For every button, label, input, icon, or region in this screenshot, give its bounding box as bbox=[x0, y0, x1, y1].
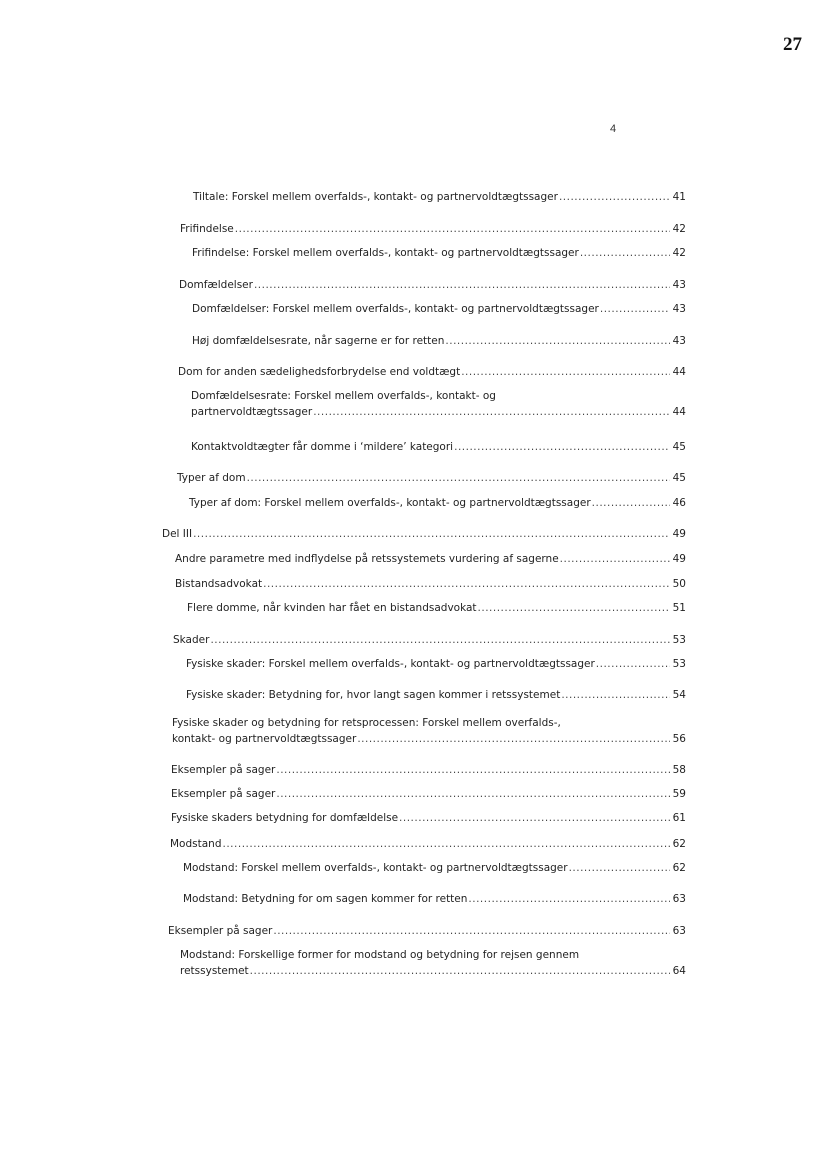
toc-entry-page: 49 bbox=[672, 553, 686, 565]
toc-entry-title-line1: Domfældelsesrate: Forskel mellem overfalds-, kontakt- og bbox=[191, 390, 496, 402]
toc-entry-page: 44 bbox=[672, 366, 686, 378]
toc-entry-title: Del III bbox=[162, 528, 193, 540]
toc-entry[interactable] bbox=[187, 601, 686, 615]
toc-entry[interactable] bbox=[171, 811, 686, 825]
toc-entry[interactable] bbox=[171, 763, 686, 777]
toc-entry-title: partnervoldtægtssager bbox=[191, 406, 313, 418]
toc-entry-title: Fysiske skader: Forskel mellem overfalds-, kontakt- og partnervoldtægtssager bbox=[186, 658, 595, 670]
toc-entry-title: kontakt- og partnervoldtægtssager bbox=[172, 733, 357, 745]
toc-entry[interactable] bbox=[193, 190, 686, 204]
toc-entry-title: Domfældelser bbox=[179, 279, 253, 291]
toc-entry[interactable] bbox=[175, 552, 686, 566]
toc-entry[interactable] bbox=[175, 577, 686, 591]
toc-entry-title: Skader bbox=[173, 634, 210, 646]
toc-entry-title-line1: Fysiske skader og betydning for retsprocessen: Forskel mellem overfalds-, bbox=[172, 717, 561, 729]
toc-entry[interactable] bbox=[192, 246, 686, 260]
toc-entry[interactable] bbox=[171, 787, 686, 801]
toc-entry-page: 53 bbox=[672, 634, 686, 646]
toc-entry-page: 63 bbox=[672, 893, 686, 905]
toc-entry-title: Flere domme, når kvinden har fået en bistandsadvokat bbox=[187, 602, 477, 614]
toc-entry[interactable] bbox=[178, 365, 686, 379]
toc-entry[interactable] bbox=[180, 948, 686, 978]
toc-entry[interactable] bbox=[191, 440, 686, 454]
toc-entry-page: 42 bbox=[672, 223, 686, 235]
toc-entry-title: retssystemet bbox=[180, 965, 249, 977]
toc-entry-page: 41 bbox=[672, 191, 686, 203]
toc-entry-title: Typer af dom bbox=[177, 472, 246, 484]
toc-entry-title: Dom for anden sædelighedsforbrydelse end voldtægt bbox=[178, 366, 461, 378]
toc-entry-page: 53 bbox=[672, 658, 686, 670]
toc-entry-title-line1: Modstand: Forskellige former for modstand og betydning for rejsen gennem bbox=[180, 949, 580, 961]
toc-entry-page: 49 bbox=[672, 528, 686, 540]
toc-entry-page: 61 bbox=[672, 812, 686, 824]
toc-entry-page: 62 bbox=[672, 862, 686, 874]
toc-entry-title: Typer af dom: Forskel mellem overfalds-, kontakt- og partnervoldtægtssager bbox=[189, 497, 591, 509]
toc-entry-page: 45 bbox=[672, 472, 686, 484]
toc-entry-title: Tiltale: Forskel mellem overfalds-, kontakt- og partnervoldtægtssager bbox=[193, 191, 558, 203]
toc-entry-title: Bistandsadvokat bbox=[175, 578, 263, 590]
toc-entry-title: Andre parametre med indflydelse på retssystemets vurdering af sagerne bbox=[175, 553, 559, 565]
toc-entry-page: 43 bbox=[672, 335, 686, 347]
toc-entry-title: Frifindelse: Forskel mellem overfalds-, kontakt- og partnervoldtægtssager bbox=[192, 247, 579, 259]
toc-entry[interactable] bbox=[183, 861, 686, 875]
toc-entry[interactable] bbox=[183, 892, 686, 906]
toc-entry-page: 62 bbox=[672, 838, 686, 850]
toc-entry-page: 58 bbox=[672, 764, 686, 776]
toc-entry-title: Eksempler på sager bbox=[171, 788, 276, 800]
toc-entry[interactable] bbox=[192, 302, 686, 316]
toc-entry-page: 63 bbox=[672, 925, 686, 937]
toc-entry[interactable] bbox=[162, 527, 686, 541]
toc-entry[interactable] bbox=[168, 924, 686, 938]
toc-entry-page: 42 bbox=[672, 247, 686, 259]
toc-entry-title: Høj domfældelsesrate, når sagerne er for retten bbox=[192, 335, 445, 347]
toc-entry-title: Modstand: Forskel mellem overfalds-, kontakt- og partnervoldtægtssager bbox=[183, 862, 568, 874]
toc-entry-page: 43 bbox=[672, 303, 686, 315]
toc-entry[interactable] bbox=[186, 657, 686, 671]
toc-entry-title: Fysiske skaders betydning for domfældelse bbox=[171, 812, 399, 824]
toc-entry[interactable] bbox=[189, 496, 686, 510]
toc-entry-title: Frifindelse bbox=[180, 223, 234, 235]
toc-entry-title: Modstand bbox=[170, 838, 222, 850]
toc-entry-page: 44 bbox=[672, 406, 686, 418]
toc-entry[interactable] bbox=[192, 334, 686, 348]
toc-entry-page: 54 bbox=[672, 689, 686, 701]
toc-entry-title: Eksempler på sager bbox=[171, 764, 276, 776]
toc-entry-page: 59 bbox=[672, 788, 686, 800]
toc-entry-page: 64 bbox=[672, 965, 686, 977]
toc-entry[interactable] bbox=[186, 688, 686, 702]
toc-entry-title: Domfældelser: Forskel mellem overfalds-, kontakt- og partnervoldtægtssager bbox=[192, 303, 599, 315]
toc-entry-page: 51 bbox=[672, 602, 686, 614]
toc-entry-page: 43 bbox=[672, 279, 686, 291]
toc-entry[interactable] bbox=[172, 716, 686, 746]
toc-entry[interactable] bbox=[177, 471, 686, 485]
page-number: 27 bbox=[783, 34, 802, 55]
toc-entry-page: 46 bbox=[672, 497, 686, 509]
toc-entry[interactable] bbox=[173, 633, 686, 647]
toc-entry-title: Fysiske skader: Betydning for, hvor langt sagen kommer i retssystemet bbox=[186, 689, 561, 701]
toc-entry[interactable] bbox=[179, 278, 686, 292]
toc-entry-page: 45 bbox=[672, 441, 686, 453]
toc-entry-title: Modstand: Betydning for om sagen kommer for retten bbox=[183, 893, 468, 905]
toc-entry-title: Kontaktvoldtægter får domme i ‘mildere’ kategori bbox=[191, 441, 454, 453]
toc-entry-page: 56 bbox=[672, 733, 686, 745]
toc-entry[interactable] bbox=[180, 222, 686, 236]
toc-entry[interactable] bbox=[191, 389, 686, 419]
toc-entry-page: 50 bbox=[672, 578, 686, 590]
toc-entry-title: Eksempler på sager bbox=[168, 925, 273, 937]
toc-entry[interactable] bbox=[170, 837, 686, 851]
scan-page-number: 4 bbox=[610, 123, 617, 135]
